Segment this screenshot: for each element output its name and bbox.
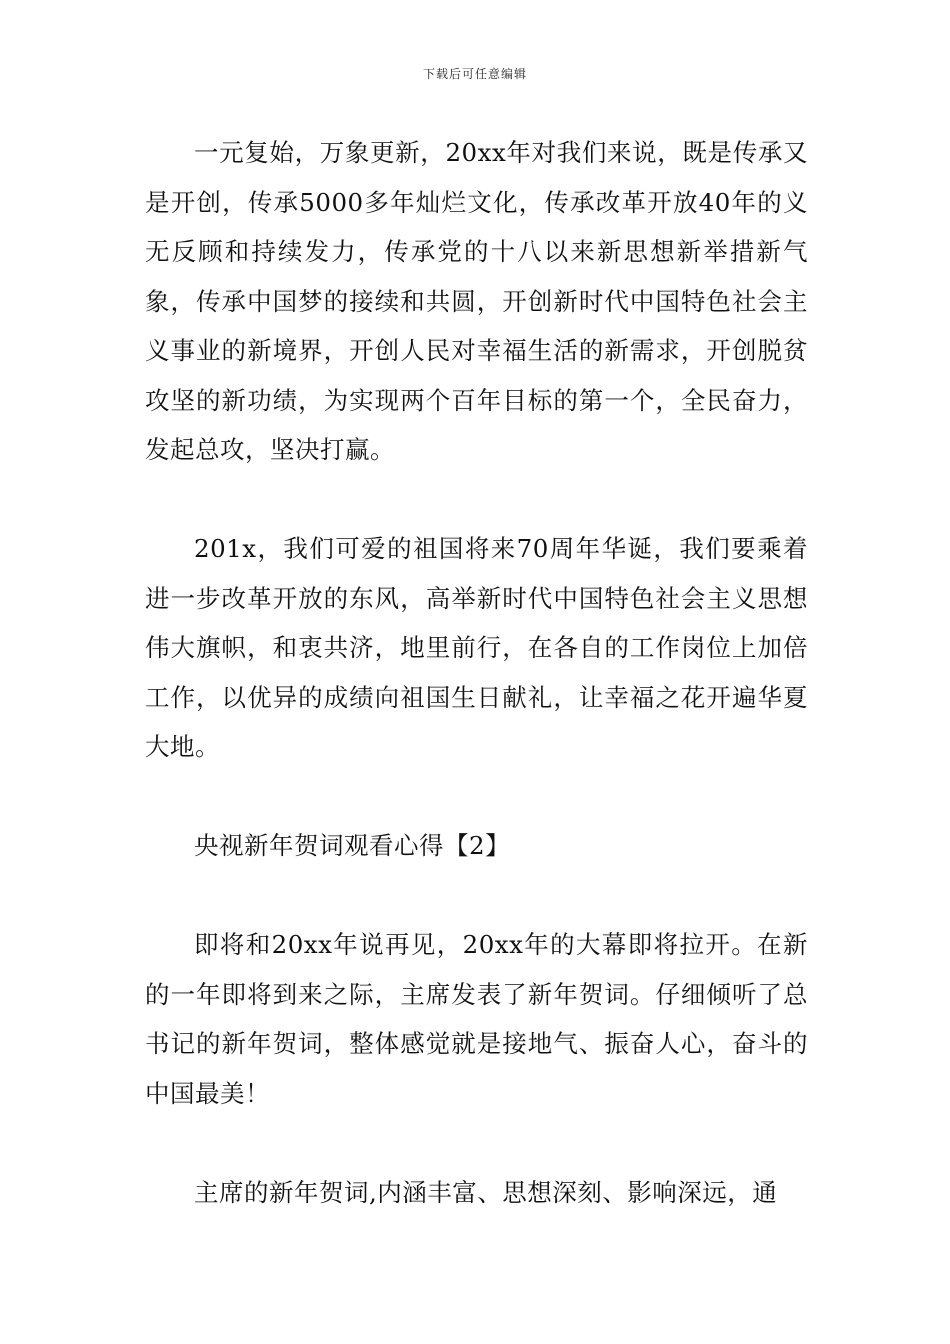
paragraph-4: 主席的新年贺词,内涵丰富、思想深刻、影响深远，通 — [194, 1177, 778, 1207]
paragraph-2: 201x，我们可爱的祖国将来70周年华诞，我们要乘着进一步改革开放的东风，高举新时代中国特色社会主义思想伟大旗帜，和衷共济，地里前行，在各自的工作岗位上加倍工作，以优异的成绩向祖国生日献礼，让幸福之花开遍华夏大地。 — [145, 534, 808, 761]
header-note: 下载后可任意编辑 — [422, 67, 527, 81]
paragraph-1: 一元复始，万象更新，20xx年对我们来说，既是传承又是开创，传承5000多年灿烂文化，传承改革开放40年的义无反顾和持续发力，传承党的十八以来新思想新举措新气象，传承中国梦的接续和共圆，开创新时代中国特色社会主义事业的新境界，开创人民对幸福生活的新需求，开创脱贫攻坚的新功绩，为实现两个百年目标的第一个，全民奋力，发起总攻，坚决打赢。 — [145, 138, 808, 464]
section-heading: 央视新年贺词观看心得【2】 — [194, 831, 511, 860]
paragraph-3: 即将和20xx年说再见，20xx年的大幕即将拉开。在新的一年即将到来之际，主席发表了新年贺词。仔细倾听了总书记的新年贺词，整体感觉就是接地气、振奋人心，奋斗的中国最美！ — [145, 930, 808, 1108]
document-body — [145, 128, 808, 1217]
